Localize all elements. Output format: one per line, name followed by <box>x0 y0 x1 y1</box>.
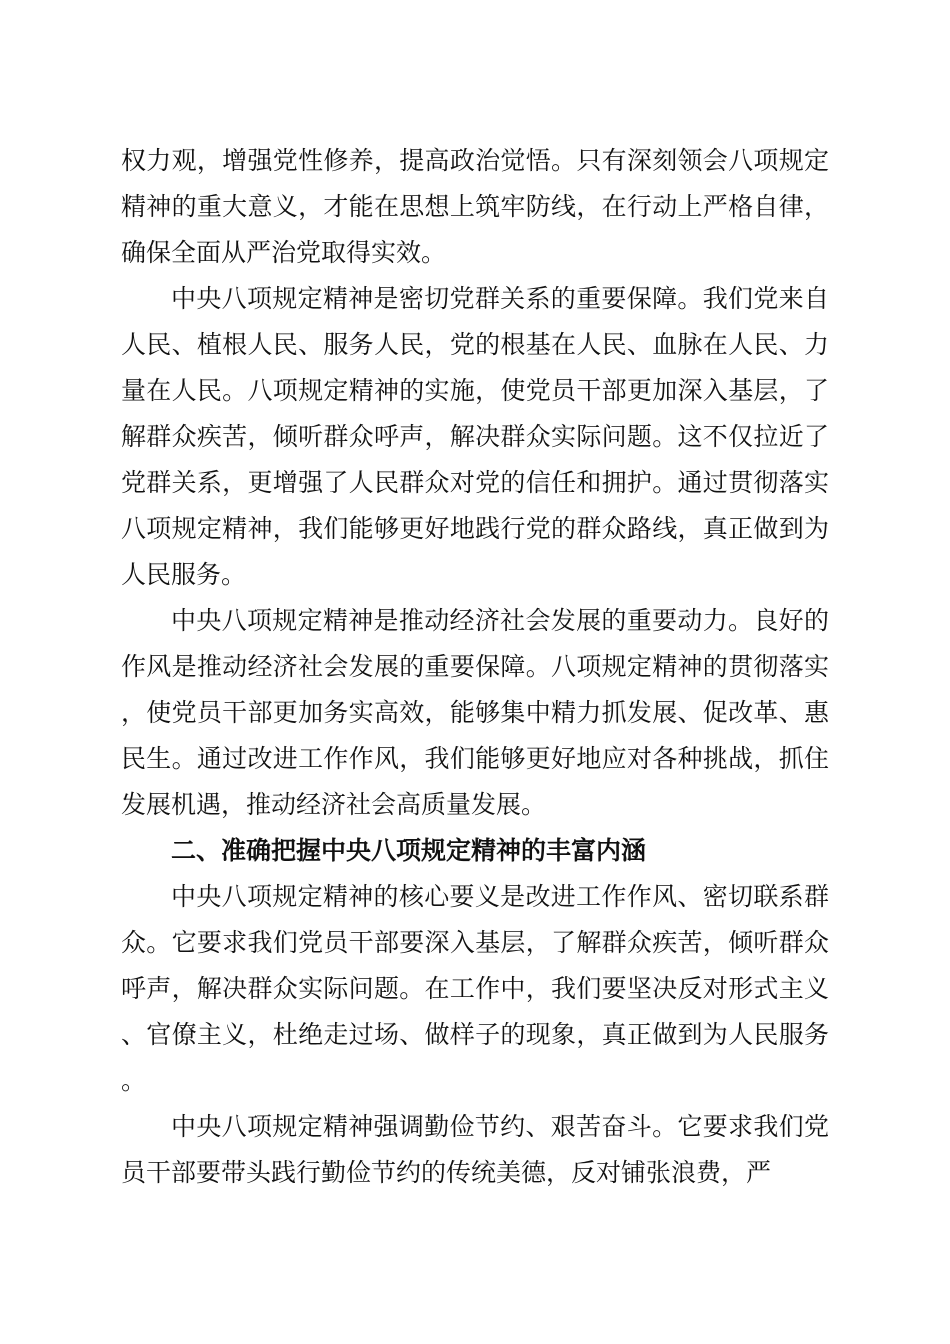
paragraph-frugality: 中央八项规定精神强调勤俭节约、艰苦奋斗。它要求我们党员干部要带头践行勤俭节约的传统美德，反对铺张浪费，严 <box>121 1112 829 1187</box>
document-body <box>121 138 829 1196</box>
paragraph-economic-development: 中央八项规定精神是推动经济社会发展的重要动力。良好的作风是推动经济社会发展的重要保障。八项规定精神的贯彻落实，使党员干部更加务实高效，能够集中精力抓发展、促改革、惠民生。通过改进工作作风，我们能够更好地应对各种挑战，抓住发展机遇，推动经济社会高质量发展。 <box>121 606 829 819</box>
section-heading: 二、准确把握中央八项规定精神的丰富内涵 <box>171 836 647 865</box>
paragraph-core-essence: 中央八项规定精神的核心要义是改进工作作风、密切联系群众。它要求我们党员干部要深入基层，了解群众疾苦，倾听群众呼声，解决群众实际问题。在工作中，我们要坚决反对形式主义、官僚主义，杜绝走过场、做样子的现象，真正做到为人民服务。 <box>121 882 829 1095</box>
paragraph-continuation: 权力观，增强党性修养，提高政治觉悟。只有深刻领会八项规定精神的重大意义，才能在思想上筑牢防线，在行动上严格自律，确保全面从严治党取得实效。 <box>121 146 829 267</box>
paragraph-party-mass-relations: 中央八项规定精神是密切党群关系的重要保障。我们党来自人民、植根人民、服务人民，党的根基在人民、血脉在人民、力量在人民。八项规定精神的实施，使党员干部更加深入基层，了解群众疾苦，倾听群众呼声，解决群众实际问题。这不仅拉近了党群关系，更增强了人民群众对党的信任和拥护。通过贯彻落实八项规定精神，我们能够更好地践行党的群众路线，真正做到为人民服务。 <box>121 284 829 589</box>
